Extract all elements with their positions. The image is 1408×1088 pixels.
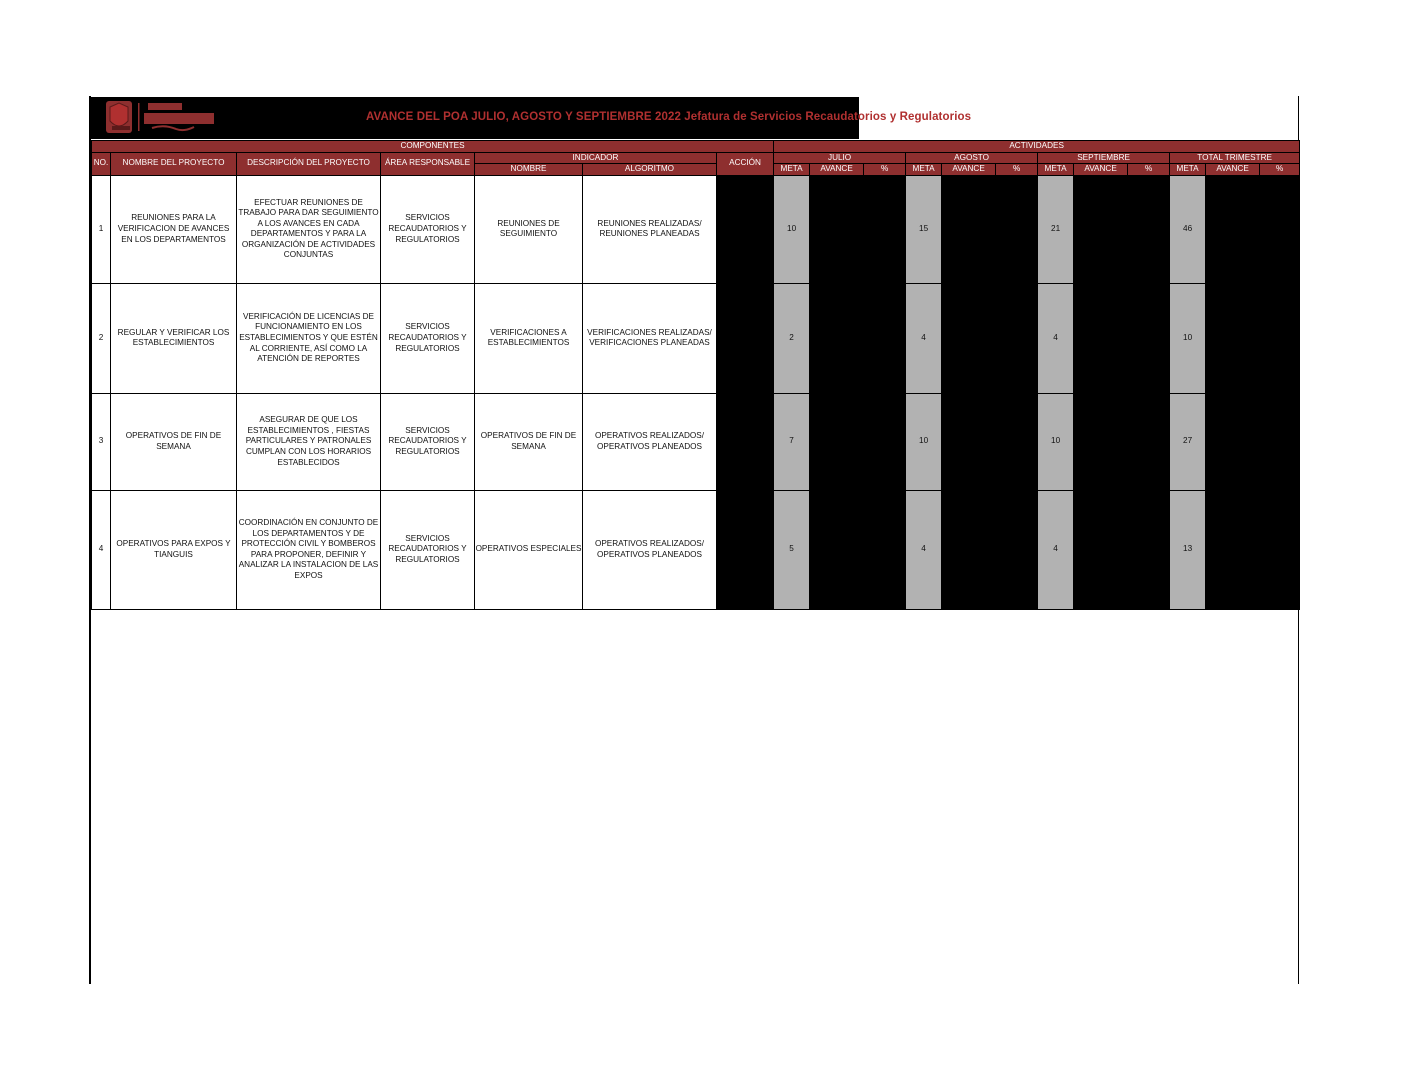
julio-pct-header: % (864, 164, 906, 176)
row-accion (717, 490, 774, 609)
row-agosto-avance (942, 490, 996, 609)
row-indicador-nombre: REUNIONES DE SEGUIMIENTO (475, 175, 583, 283)
row-total-avance (1206, 175, 1260, 283)
row-agosto-meta: 4 (906, 490, 942, 609)
row-area: SERVICIOS RECAUDATORIOS Y REGULATORIOS (381, 283, 475, 393)
row-indicador-nombre: OPERATIVOS DE FIN DE SEMANA (475, 393, 583, 490)
row-agosto-avance (942, 175, 996, 283)
row-total-pct (1260, 175, 1300, 283)
actividades-header: ACTIVIDADES (774, 141, 1300, 153)
row-julio-meta: 2 (774, 283, 810, 393)
row-agosto-pct (996, 283, 1038, 393)
julio-header: JULIO (774, 152, 906, 164)
row-septiembre-avance (1074, 393, 1128, 490)
componentes-header: COMPONENTES (92, 141, 774, 153)
total-header: TOTAL TRIMESTRE (1170, 152, 1300, 164)
row-accion (717, 283, 774, 393)
row-total-avance (1206, 490, 1260, 609)
total-avance-header: AVANCE (1206, 164, 1260, 176)
row-septiembre-meta: 4 (1038, 283, 1074, 393)
row-no: 1 (92, 175, 111, 283)
row-total-meta: 13 (1170, 490, 1206, 609)
row-no: 2 (92, 283, 111, 393)
row-total-meta: 27 (1170, 393, 1206, 490)
row-septiembre-avance (1074, 490, 1128, 609)
total-meta-header: META (1170, 164, 1206, 176)
report-title: AVANCE DEL POA JULIO, AGOSTO Y SEPTIEMBRE 2022 Jefatura de Servicios Recaudatorios y Regulatorios (366, 111, 972, 123)
row-total-pct (1260, 283, 1300, 393)
septiembre-header: SEPTIEMBRE (1038, 152, 1170, 164)
row-julio-meta: 7 (774, 393, 810, 490)
julio-meta-header: META (774, 164, 810, 176)
row-julio-pct (864, 175, 906, 283)
row-julio-avance (810, 283, 864, 393)
algoritmo-header: ALGORITMO (583, 164, 717, 176)
row-agosto-meta: 15 (906, 175, 942, 283)
agosto-header: AGOSTO (906, 152, 1038, 164)
septiembre-avance-header: AVANCE (1074, 164, 1128, 176)
nombre-proyecto-header: NOMBRE DEL PROYECTO (111, 152, 237, 175)
row-septiembre-avance (1074, 283, 1128, 393)
row-julio-meta: 5 (774, 490, 810, 609)
area-header: ÁREA RESPONSABLE (381, 152, 475, 175)
row-agosto-pct (996, 393, 1038, 490)
row-julio-avance (810, 175, 864, 283)
row-area: SERVICIOS RECAUDATORIOS Y REGULATORIOS (381, 393, 475, 490)
no-header: NO. (92, 152, 111, 175)
table-row (92, 175, 1300, 283)
row-descripcion: EFECTUAR REUNIONES DE TRABAJO PARA DAR SEGUIMIENTO A LOS AVANCES EN CADA DEPARTAMENTOS Y PARA LA ORGANIZACIÓN DE ACTIVIDADES CONJUNTAS (237, 175, 381, 283)
row-area: SERVICIOS RECAUDATORIOS Y REGULATORIOS (381, 490, 475, 609)
row-total-avance (1206, 283, 1260, 393)
row-indicador-nombre: OPERATIVOS ESPECIALES (475, 490, 583, 609)
row-accion (717, 393, 774, 490)
row-descripcion: ASEGURAR DE QUE LOS ESTABLECIMIENTOS , FIESTAS PARTICULARES Y PATRONALES CUMPLAN CON LOS HORARIOS ESTABLECIDOS (237, 393, 381, 490)
fresnillo-logo-icon (104, 99, 219, 135)
table-row (92, 283, 1300, 393)
poa-table (91, 140, 1300, 610)
total-pct-header: % (1260, 164, 1300, 176)
row-julio-pct (864, 283, 906, 393)
septiembre-meta-header: META (1038, 164, 1074, 176)
row-no: 3 (92, 393, 111, 490)
row-agosto-meta: 10 (906, 393, 942, 490)
row-algoritmo: VERIFICACIONES REALIZADAS/ VERIFICACIONES PLANEADAS (583, 283, 717, 393)
row-agosto-pct (996, 175, 1038, 283)
row-proyecto: OPERATIVOS DE FIN DE SEMANA (111, 393, 237, 490)
row-agosto-avance (942, 393, 996, 490)
row-septiembre-meta: 10 (1038, 393, 1074, 490)
table-row (92, 393, 1300, 490)
row-indicador-nombre: VERIFICACIONES A ESTABLECIMIENTOS (475, 283, 583, 393)
row-septiembre-pct (1128, 393, 1170, 490)
row-septiembre-meta: 21 (1038, 175, 1074, 283)
row-total-avance (1206, 393, 1260, 490)
agosto-meta-header: META (906, 164, 942, 176)
row-septiembre-pct (1128, 175, 1170, 283)
row-agosto-meta: 4 (906, 283, 942, 393)
row-total-pct (1260, 490, 1300, 609)
row-descripcion: VERIFICACIÓN DE LICENCIAS DE FUNCIONAMIENTO EN LOS ESTABLECIMIENTOS Y QUE ESTÉN AL CORRIENTE, ASÍ COMO LA ATENCIÓN DE REPORTES (237, 283, 381, 393)
row-septiembre-meta: 4 (1038, 490, 1074, 609)
row-agosto-pct (996, 490, 1038, 609)
row-proyecto: REUNIONES PARA LA VERIFICACION DE AVANCES EN LOS DEPARTAMENTOS (111, 175, 237, 283)
row-descripcion: COORDINACIÓN EN CONJUNTO DE LOS DEPARTAMENTOS Y DE PROTECCIÓN CIVIL Y BOMBEROS PARA PROPONER, DEFINIR Y ANALIZAR LA INSTALACION DE LAS EXPOS (237, 490, 381, 609)
agosto-pct-header: % (996, 164, 1038, 176)
row-agosto-avance (942, 283, 996, 393)
row-no: 4 (92, 490, 111, 609)
row-julio-meta: 10 (774, 175, 810, 283)
row-area: SERVICIOS RECAUDATORIOS Y REGULATORIOS (381, 175, 475, 283)
descripcion-header: DESCRIPCIÓN DEL PROYECTO (237, 152, 381, 175)
row-julio-pct (864, 490, 906, 609)
row-julio-pct (864, 393, 906, 490)
row-accion (717, 175, 774, 283)
row-septiembre-avance (1074, 175, 1128, 283)
indicador-header: INDICADOR (475, 152, 717, 164)
row-algoritmo: OPERATIVOS REALIZADOS/ OPERATIVOS PLANEADOS (583, 393, 717, 490)
row-algoritmo: OPERATIVOS REALIZADOS/ OPERATIVOS PLANEADOS (583, 490, 717, 609)
row-julio-avance (810, 490, 864, 609)
row-septiembre-pct (1128, 490, 1170, 609)
indicador-nombre-header: NOMBRE (475, 164, 583, 176)
row-algoritmo: REUNIONES REALIZADAS/ REUNIONES PLANEADAS (583, 175, 717, 283)
row-septiembre-pct (1128, 283, 1170, 393)
agosto-avance-header: AVANCE (942, 164, 996, 176)
julio-avance-header: AVANCE (810, 164, 864, 176)
row-total-pct (1260, 393, 1300, 490)
row-proyecto: REGULAR Y VERIFICAR LOS ESTABLECIMIENTOS (111, 283, 237, 393)
row-total-meta: 46 (1170, 175, 1206, 283)
row-total-meta: 10 (1170, 283, 1206, 393)
septiembre-pct-header: % (1128, 164, 1170, 176)
row-julio-avance (810, 393, 864, 490)
table-row (92, 490, 1300, 609)
row-proyecto: OPERATIVOS PARA EXPOS Y TIANGUIS (111, 490, 237, 609)
accion-header: ACCIÓN (717, 152, 774, 175)
